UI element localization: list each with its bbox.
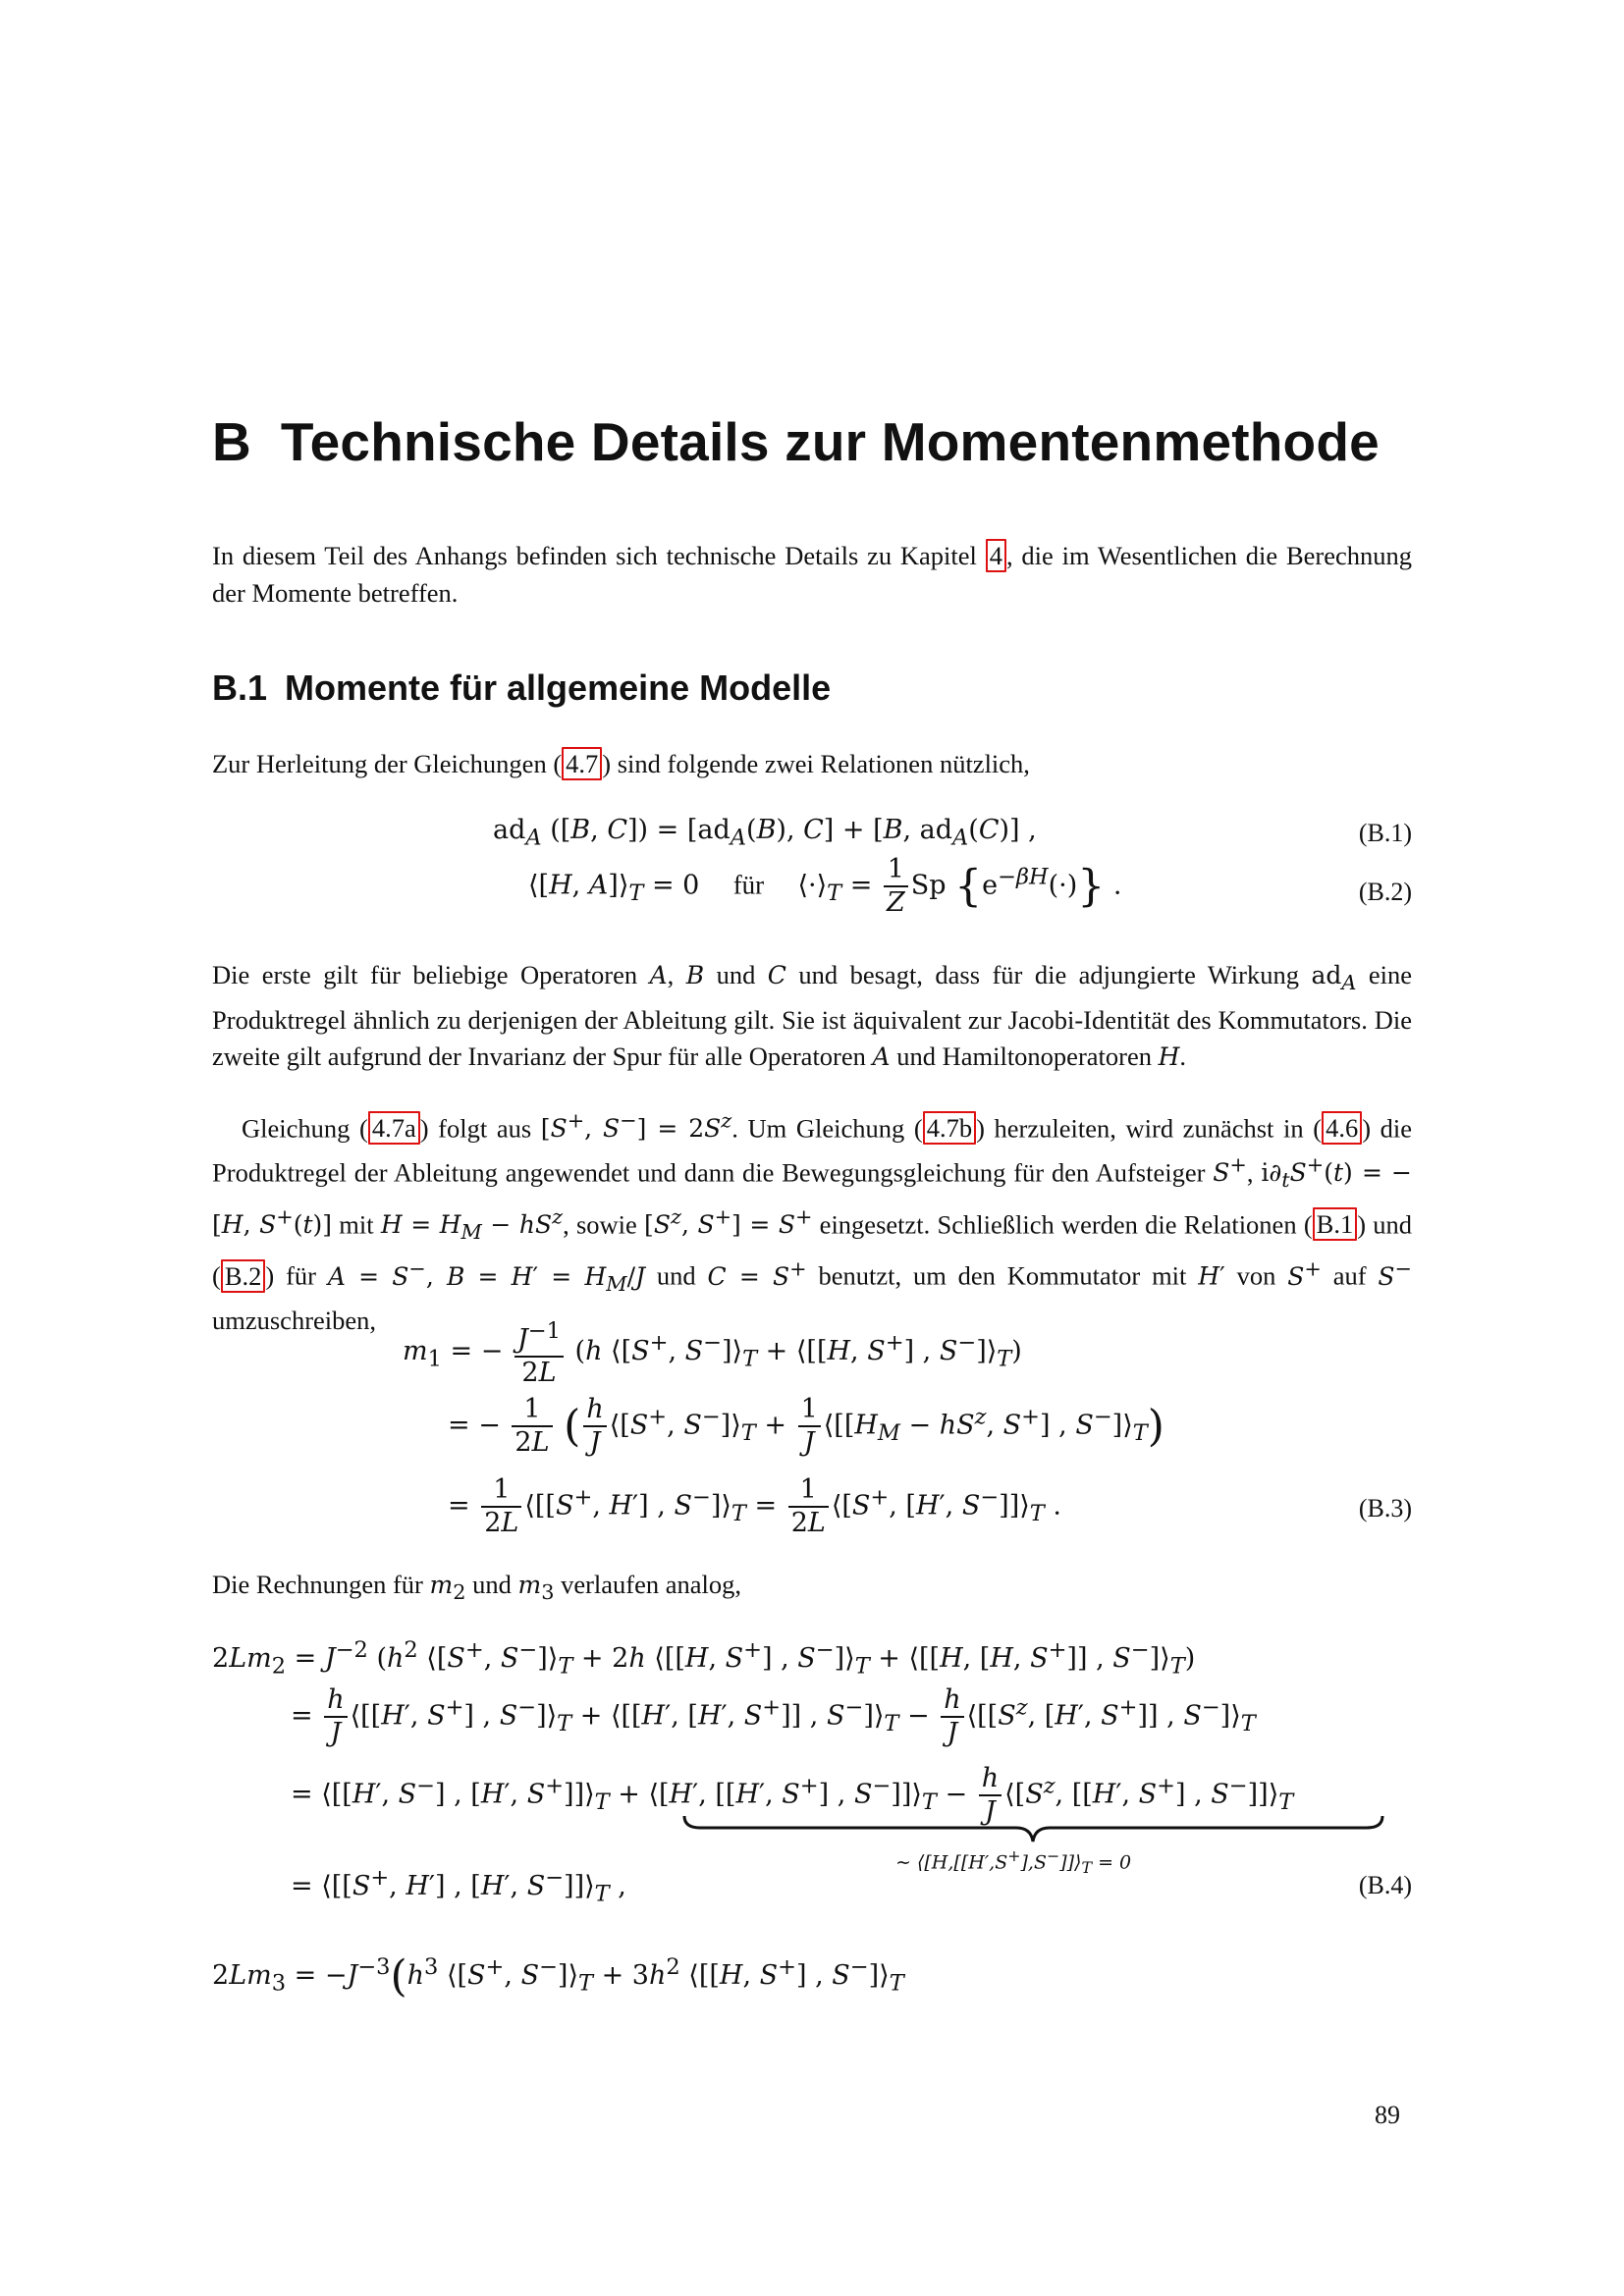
paragraph-relations: Zur Herleitung der Gleichungen ( 4.7 ) sind folgende zwei Relationen nützlich,: [212, 749, 1030, 778]
section-number: B.1: [212, 667, 268, 708]
eq-ref-link[interactable]: B.1: [1313, 1207, 1358, 1241]
equation-b3-line3: = $\frac{1}{2L}$ ⟨[[S+, H′] , $S^-]⟩_T$ = $\frac{1}{2L}$ ⟨[S+, [H′, $S^-]]⟩_T$ .: [448, 1474, 1061, 1538]
eq-ref-link[interactable]: 4.7a: [368, 1111, 420, 1145]
chapter-ref-link[interactable]: 4: [986, 539, 1006, 572]
eq-ref-link[interactable]: 4.7b: [923, 1111, 976, 1145]
equation-b4-line3: = ⟨[[H′, S−] , [H′, $S^+]]⟩_T$ + ⟨[H′, [[H′, S+] , $S^-]]⟩_T$ − $\frac{h}{J}$ $⟨[S^z$, [[H′, S+] , $S^-]]⟩_T$: [291, 1763, 1294, 1827]
equation-b2: ⟨[H, $A]⟩_T = 0$ für $⟨\cdot⟩_T$ = $\frac{1}{Z}$ Sp $\{e^{-\beta H}(\cdot)\}$ .: [528, 854, 1122, 918]
equation-number-b4: (B.4): [1358, 1871, 1412, 1899]
equation-b3-line1: $m_1$ = − $\frac{J^{-1}}{2L}$ (h ⟨[S+, $S^-]⟩_T$ + ⟨[[H, S+] , $S^-]⟩_T$): [403, 1315, 1022, 1389]
eq-ref-link[interactable]: 4.6: [1322, 1111, 1362, 1145]
eq-ref-link[interactable]: B.2: [221, 1259, 266, 1293]
equation-b4-line2: = $\frac{h}{J}$ ⟨[[H′, S+] , $S^-]⟩_T$ + ⟨[[H′, [H′, S+]] , $S^-]⟩_T$ − $\frac{h}{J}$ $⟨[[S^z$, [H′, S+]] , $S^-]⟩_T$: [291, 1684, 1256, 1748]
paragraph-explanation: Die erste gilt für beliebige Operatoren A, B und C und besagt, dass für die adjungierte Wirkung $ad_A$ eine Produktregel ähnlich zu derjenigen der Ableitung gilt. Sie ist äquivalent zur Jacobi-Identität des Kommutators. Die zweite gilt aufgrund der Invarianz der Spur für alle Operatoren A und Hamiltonoperatoren H.: [212, 960, 1413, 1071]
equation-b3-line2: = − $\frac{1}{2L}$ ( $\frac{h}{J}$ ⟨[S+, $S^-]⟩_T$ + $\frac{1}{J}$ $⟨[[H_M - hS^z$, S+] , $S^-]⟩_T$): [448, 1394, 1164, 1458]
chapter-intro: In diesem Teil des Anhangs befinden sich technische Details zu Kapitel 4 , die im Wesentlichen die Berechnung der Momente betreffen.: [212, 541, 1412, 608]
chapter-number: B: [212, 411, 251, 472]
chapter-heading: [212, 410, 1380, 473]
eq-ref-link[interactable]: 4.7: [562, 747, 602, 780]
equation-b4-line4: = ⟨[[S+, H′] , [H′, $S^-]]⟩_T$ ,: [291, 1865, 626, 1907]
section-heading: [212, 667, 831, 709]
paragraph-derivation: Gleichung ( 4.7a ) folgt aus [S+, $S^-] = 2S^z$. Um Gleichung ( 4.7b ) herzuleiten, wird zunächst in ( 4.6 ) die Produktregel der Ableitung angewendet und dann die Bewegungsgleichung für den Aufsteiger S+, $i\partial_tS^+(t)$ = − [H, S+(t)] mit $H = H_M - hS^z$, sowie [$S^z$, S+] = S+ eingesetzt. Schließlich werden die Relationen ( B.1 ) und ( B.2 ) für A = S−, $B = H' = H_M/J$ und C = S+ benutzt, um den Kommutator mit H′ von S+ auf S− umzuschreiben,: [212, 1109, 1413, 1336]
chapter-title: Technische Details zur Momentenmethode: [280, 411, 1380, 472]
equation-b1: $ad_A$ ([B, $C]) = [ad_A(B)$, C] + [B, $ad_A(C)$] ,: [493, 815, 1037, 851]
paragraph-analog: Die Rechnungen für $m_2$ und $m_3$ verlaufen analog,: [212, 1570, 742, 1604]
equation-m3-line1: $2Lm_3 = -J^{-3}(h^3$ ⟨[S+, $S^-]⟩_T + 3h^2$ ⟨[[H, S+] , $S^-]⟩_T$: [212, 1951, 904, 2002]
section-title: Momente für allgemeine Modelle: [285, 667, 832, 708]
equation-b4-line1: $2Lm_2 = J^{-2}$ ($h^2$ ⟨[S+, $S^-]⟩_T + 2h$ ⟨[[H, S+] , $S^-]⟩_T$ + ⟨[[H, [H, S+]] , $S^-]⟩_T$): [212, 1637, 1196, 1680]
page-number: 89: [1375, 2101, 1400, 2129]
underbrace-annotation: ∼ $⟨[H,[[H',S^+],S^-]]⟩_T = 0$: [895, 1846, 1132, 1878]
underbrace: [682, 1814, 1384, 1843]
equation-number-b3: (B.3): [1358, 1494, 1412, 1522]
equation-number-b1: (B.1): [1358, 819, 1412, 847]
equation-number-b2: (B.2): [1358, 878, 1412, 906]
